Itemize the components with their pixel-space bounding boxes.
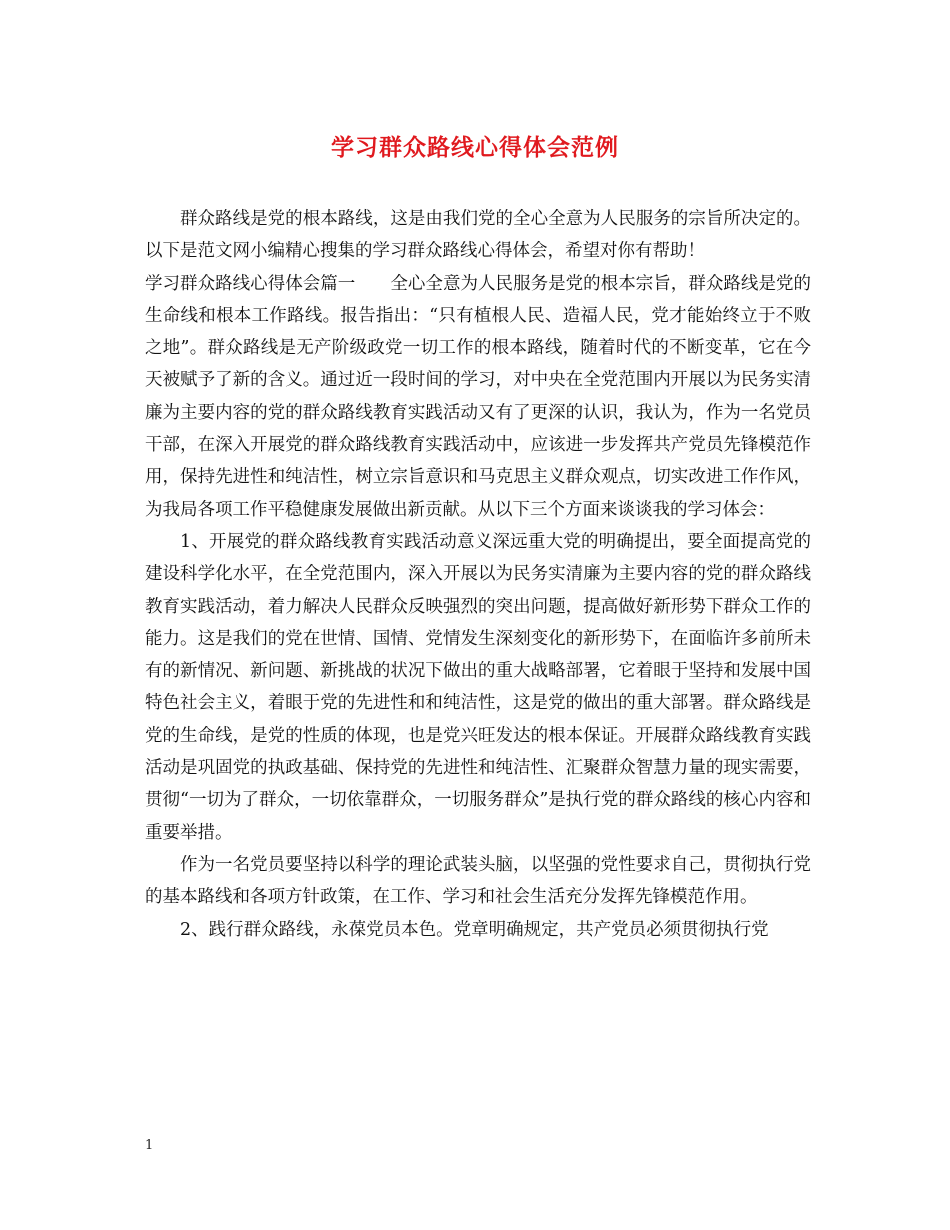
document-body <box>145 203 811 946</box>
document-title: 学习群众路线心得体会范例 <box>331 134 619 161</box>
paragraph-point-two: 2、践行群众路线，永葆党员本色。党章明确规定，共产党员必须贯彻执行党 <box>180 919 769 940</box>
paragraph-party-member: 作为一名党员要坚持以科学的理论武装头脑，以坚强的党性要求自己，贯彻执行党的基本路线和各项方针政策，在工作、学习和社会生活充分发挥先锋模范作用。 <box>145 854 811 908</box>
paragraph-point-one: 1、开展党的群众路线教育实践活动意义深远重大党的明确提出，要全面提高党的建设科学化水平，在全党范围内，深入开展以为民务实清廉为主要内容的党的群众路线教育实践活动，着力解决人民群众反映强烈的突出问题，提高做好新形势下群众工作的能力。这是我们的党在世情、国情、党情发生深刻变化的新形势下，在面临许多前所未有的新情况、新问题、新挑战的状况下做出的重大战略部署，它着眼于坚持和发展中国特色社会主义，着眼于党的先进性和和纯洁性，这是党的做出的重大部署。群众路线是党的生命线，是党的性质的体现，也是党兴旺发达的根本保证。开展群众路线教育实践活动是巩固党的执政基础、保持党的先进性和纯洁性、汇聚群众智慧力量的现实需要，贯彻“一切为了群众，一切依靠群众，一切服务群众”是执行党的群众路线的核心内容和重要举措。 <box>145 531 811 843</box>
paragraph-intro: 群众路线是党的根本路线，这是由我们党的全心全意为人民服务的宗旨所决定的。以下是范文网小编精心搜集的学习群众路线心得体会，希望对你有帮助！ <box>145 209 811 262</box>
page-number: 1 <box>145 1138 154 1153</box>
paragraph-section-one: 学习群众路线心得体会篇一 全心全意为人民服务是党的根本宗旨，群众路线是党的生命线和根本工作路线。报告指出：“只有植根人民、造福人民，党才能始终立于不败之地”。群众路线是无产阶级政党一切工作的根本路线，随着时代的不断变革，它在今天被赋予了新的含义。通过近一段时间的学习，对中央在全党范围内开展以为民务实清廉为主要内容的党的群众路线教育实践活动又有了更深的认识，我认为，作为一名党员干部，在深入开展党的群众路线教育实践活动中，应该进一步发挥共产党员先锋模范作用，保持先进性和纯洁性，树立宗旨意识和马克思主义群众观点，切实改进工作作风，为我局各项工作平稳健康发展做出新贡献。从以下三个方面来谈谈我的学习体会： <box>145 273 811 520</box>
